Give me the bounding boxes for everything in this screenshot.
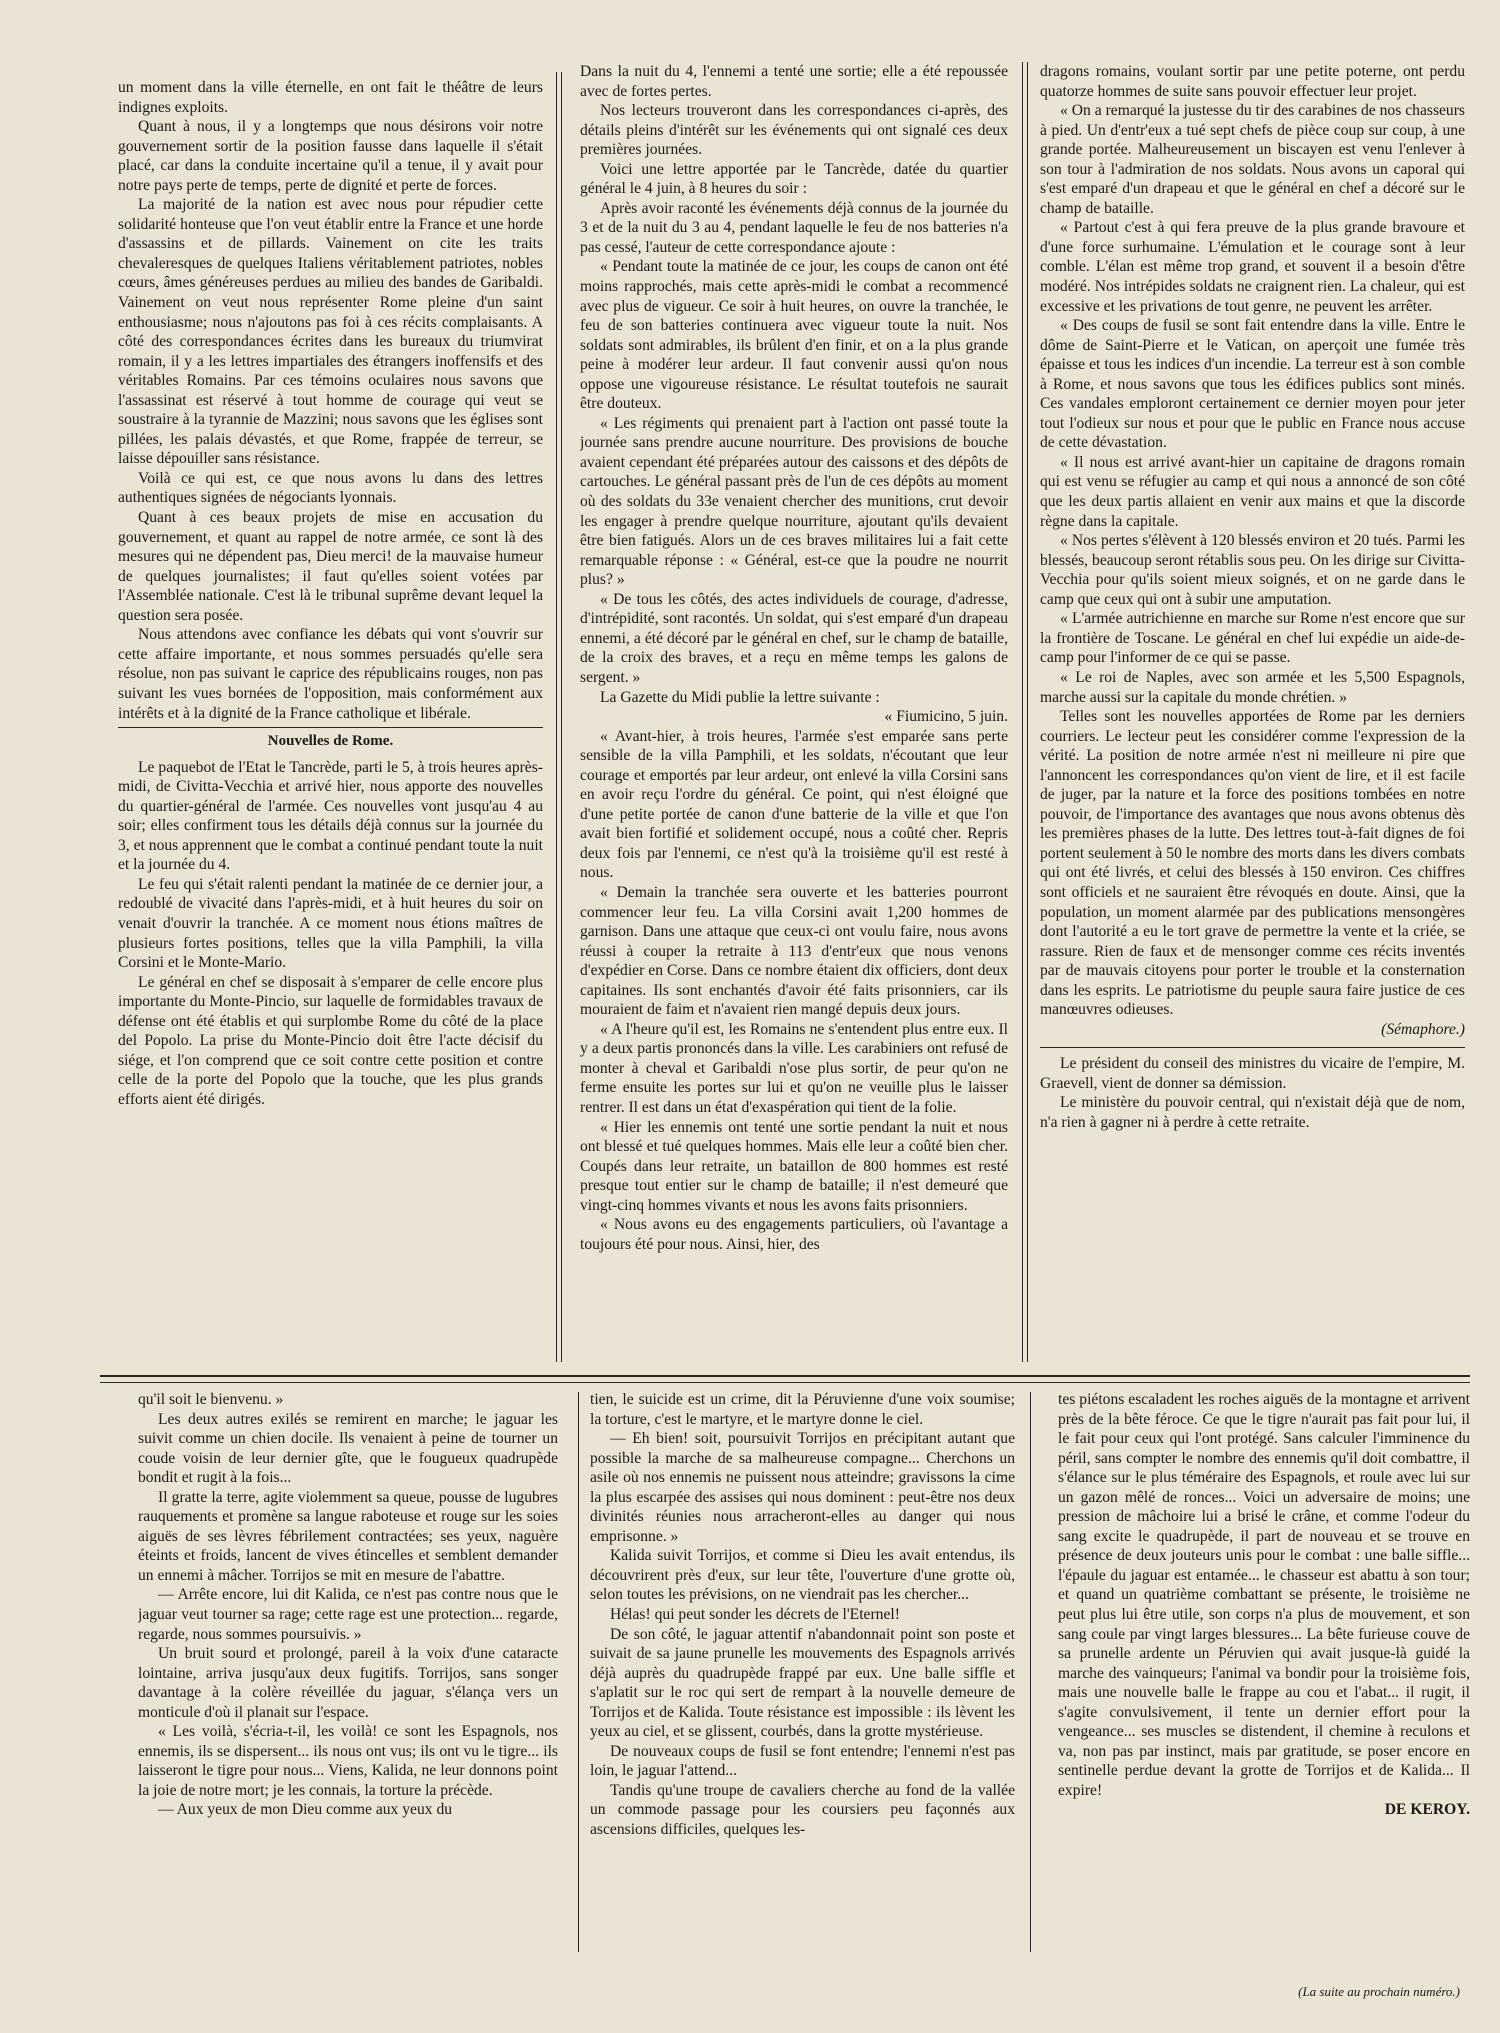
paragraph: « Avant-hier, à trois heures, l'armée s'est emparée sans perte sensible de la villa Pamphili, et les soldats, n'écoutant que leur courage et emportés par leur ardeur, ont enlevé la villa Corsini sans en avoir reçu l'ordre du général. Ce point, qui n'est éloigné que d'une petite portée de canon d'une batterie de la ville et que l'on avait bien fortifié et solidement occupé, nous a coûté cher. Repris deux fois par l'ennemi, ce n'est qu'à la troisième qu'il est resté à nous. xyxy=(580,727,1008,882)
top-col1-paragraphs-b xyxy=(118,758,543,1110)
paragraph: — Arrête encore, lui dit Kalida, ce n'est pas contre nous que le jaguar veut tourner sa rage; cette rage est une protection... regarde, regarde, nous sommes poursuivis. » xyxy=(138,1586,558,1643)
author-signature: DE KEROY. xyxy=(1384,1801,1470,1819)
paragraph: tien, le suicide est un crime, dit la Péruvienne d'une voix soumise; la torture, c'est le martyre, et le martyre donne le ciel. xyxy=(590,1391,1015,1428)
paragraph: Le général en chef se disposait à s'emparer de celle encore plus importante du Monte-Pincio, sur laquelle de formidables travaux de défense ont été établis et qui surplombe Rome du côté de la place del Popolo. La prise du Monte-Pincio doit être l'acte décisif du siége, et l'on comprend que ce soit contre cette position et contre celle de la porte del Popolo que la touche, que les plus grands efforts aient été dirigés. xyxy=(118,973,543,1108)
source-credit: (Sémaphore.) xyxy=(1381,1020,1465,1038)
column-divider xyxy=(1030,1392,1031,1952)
paragraph: qu'il soit le bienvenu. » xyxy=(138,1391,284,1408)
paragraph: Après avoir raconté les événements déjà connus de la journée du 3 et de la nuit du 3 au 4, pendant laquelle le feu de nos batteries n'a pas cessé, l'auteur de cette correspondance ajoute : xyxy=(580,199,1008,256)
paragraph: Le président du conseil des ministres du vicaire de l'empire, M. Graevell, vient de donner sa démission. xyxy=(1040,1055,1465,1092)
paragraph: Nous attendons avec confiance les débats qui vont s'ouvrir sur cette affaire importante, et nous sommes persuadés qu'elle sera résolue, non pas suivant le caprice des républicains rouges, non pas suivant les vues bornées de l'opposition, mais conformément aux intérêts et à la dignité de la France catholique et libérale. xyxy=(118,626,543,722)
paragraph: La majorité de la nation est avec nous pour répudier cette solidarité honteuse que l'on veut établir entre la France et une horde d'assassins et de pillards. Vainement on cite les traits chevaleresques de quelques Italiens véritablement patriotes, nobles cœurs, âmes généreuses perdues au milieu des bandes de Garibaldi. Vainement on veut nous représenter Rome pleine d'un saint enthousiasme; nous n'ajoutons pas foi à ces récits complaisants. A côté des correspondances écrites dans les bureaux du triumvirat romain, il y a les lettres impartiales des étrangers inoffensifs et des véritables Romains. Par ces témoins oculaires nous savons que l'assassinat est réservé à tout homme de courage qui veut se soustraire à la tyrannie de Mazzini; nous savons que les églises sont pillées, les palais dévastés, et que Rome, frappée de terreur, se laisse dépouiller sans résistance. xyxy=(118,196,543,468)
paragraph: « Nos pertes s'élèvent à 120 blessés environ et 20 tués. Parmi les blessés, beaucoup seront rétablis sous peu. On les dirige sur Civitta-Vecchia pour qu'ils soient mieux soignés, et on ne garde dans le camp que ceux qui ont à subir une amputation. xyxy=(1040,532,1465,608)
paragraph: Voilà ce qui est, ce que nous avons lu dans des lettres authentiques signées de négociants lyonnais. xyxy=(118,469,543,507)
paragraph: « Partout c'est à qui fera preuve de la plus grande bravoure et d'une force surhumaine. L'émulation et le courage sont à leur comble. L'élan est même trop grand, et souvent il a besoin d'être modéré. Nos intrépides soldats ne craignent rien. La chaleur, qui est excessive et les privations de tout genre, ne peuvent les arrêter. xyxy=(1040,219,1465,315)
paragraph: Tandis qu'une troupe de cavaliers cherche au fond de la vallée un commode passage pour les coursiers peu façonnés aux ascensions difficiles, quelques les- xyxy=(590,1781,1015,1839)
paragraph: « Demain la tranchée sera ouverte et les batteries pourront commencer leur feu. La villa Corsini avait 1,200 hommes de garnison. Dans une attaque que ceux-ci ont voulu faire, nous avons réussi à couper la retraite à 113 d'entr'eux que nous venons d'expédier en Corse. Dans ce nombre étaient dix officiers, dont deux capitaines. Ils sont enchantés d'avoir été faits prisonniers, car ils mouraient de faim et n'avaient rien mangé depuis deux jours. xyxy=(580,883,1008,1019)
paragraph: Les deux autres exilés se remirent en marche; le jaguar les suivit comme un chien docile. Ils venaient à peine de tourner un coude voisin de leur dernier gîte, que le fougueux quadrupède bondit et rugit à la fois... xyxy=(138,1410,558,1487)
paragraph: Quant à ces beaux projets de mise en accusation du gouvernement, et quant au rappel de notre armée, ce sont là des mesures qui ne dépendent pas, Dieu merci! de la mauvaise humeur de quelques journalistes; il faut qu'elles soient votées par l'Assemblée nationale. C'est là le tribunal suprême devant lequel la question sera posée. xyxy=(118,509,543,624)
paragraph: — Eh bien! soit, poursuivit Torrijos en précipitant autant que possible la marche de sa malheureuse compagne... Cherchons un asile où nos ennemis ne puissent nous atteindre; gravissons la cime la plus escarpée des assises qui nous dominent : peut-être nos deux divinités réunies nous arracheront-elles au danger qui nous emprisonne. » xyxy=(590,1430,1015,1545)
column-divider xyxy=(1022,62,1028,1362)
dateline: « Fiumicino, 5 juin. xyxy=(884,708,1008,726)
paragraph: « Pendant toute la matinée de ce jour, les coups de canon ont été moins rapprochés, mais cette après-midi le combat a recommencé avec plus de vigueur. Ce soir à huit heures, on ouvre la tranchée, le feu de son batteries continuera avec vigueur toute la nuit. Nos soldats sont admirables, ils brûlent d'en finir, et on a la plus grande peine à modérer leur ardeur. Il faut convenir aussi qu'on nous oppose une vigoureuse résistance. Le résultat toutefois ne saurait être douteux. xyxy=(580,258,1008,413)
paragraph: Le feu qui s'était ralenti pendant la matinée de ce dernier jour, a redoublé de vivacité dans l'après-midi, et à huit heures du soir on venait d'ouvrir la tranchée. A ce moment nous étions maîtres de plusieurs fortes positions, telles que la villa Pamphili, la villa Corsini et le Monte-Mario. xyxy=(118,875,543,972)
paragraph: « Les régiments qui prenaient part à l'action ont passé toute la journée sans prendre aucune nourriture. Des provisions de bouche avaient cependant été préparées autour des caissons et des dépôts de cartouches. Le général passant près de l'un de ces dépôts au moment où des soldats du 33e venaient chercher des munitions, crut devoir les engager à prendre quelque nourriture, ajoutant qu'ils devaient être bien fatigués. Alors un de ces braves militaires lui a fait cette remarquable réponse : « Général, est-ce que la poudre ne nourrit plus? » xyxy=(580,414,1008,589)
paragraph: tes piétons escaladent les roches aiguës de la montagne et arrivent près de la bête féroce. Ce que le tigre n'aurait pas fait pour lui, il le fait pour ceux qui l'ont protégé. Sans calculer l'imminence du péril, sans compter le nombre des ennemis qu'il doit combattre, il s'élance sur le plus téméraire des Espagnols, et roule avec lui sur un gazon mêlé de ronces... Voici un adversaire de moins; une pression de mâchoire lui a brisé le crâne, et comme l'odeur du sang excite le quadrupède, il part de nouveau et se trouve en présence de deux jouteurs unis pour le combat : une balle siffle... l'épaule du jaguar est entamée... le chasseur est abattu à son tour; et quand un quatrième combattant se présente, le troisième ne peut plus lui être utile, son corps n'a plus de mouvement, et son sang coule par vingt larges blessures... La bête furieuse couve de sa prunelle ardente un Péruvien qui avait jusque-là guidé la marche des vainqueurs; l'animal va bondir pour la troisième fois, mais une nouvelle balle le frappe au cou et l'abat... il rugit, il s'agite convulsivement, il tente un dernier effort pour la vengeance... ses muscles se distendent, il chemine à reculons et va, non pas par instinct, mais par gratitude, se poser encore en sentinelle perdue devant la grotte de Torrijos et de Kalida... Il expire! xyxy=(1058,1391,1470,1799)
paragraph: Nos lecteurs trouveront dans les correspondances ci-après, des détails pleins d'intérêt sur les événements qui ont signalé ces deux premières journées. xyxy=(580,102,1008,159)
paragraph: — Aux yeux de mon Dieu comme aux yeux du xyxy=(158,1801,453,1819)
top-column-1 xyxy=(118,78,543,1360)
paragraph: Hélas! qui peut sonder les décrets de l'Eternel! xyxy=(610,1606,900,1624)
paragraph: « L'armée autrichienne en marche sur Rome n'est encore que sur la frontière de Toscane. Le général en chef lui expédie un aide-de-camp pour l'informer de ce qui se passe. xyxy=(1040,610,1465,667)
paragraph: « Le roi de Naples, avec son armée et les 5,500 Espagnols, marche aussi sur la capitale du monde chrétien. » xyxy=(1040,668,1465,706)
bottom-column-3 xyxy=(1058,1390,1470,1950)
top-column-2 xyxy=(580,62,1008,1362)
bottom-column-1 xyxy=(138,1390,558,1950)
column-divider xyxy=(556,72,562,1362)
paragraph: Quant à nous, il y a longtemps que nous désirons voir notre gouvernement sortir de la position fausse dans laquelle il s'était placé, car dans la conduite incertaine qu'il a tenue, il y avait pour notre pays perte de temps, perte de dignité et perte de forces. xyxy=(118,118,543,194)
paragraph: « Des coups de fusil se sont fait entendre dans la ville. Entre le dôme de Saint-Pierre et le Vatican, on aperçoit une fumée très épaisse et tous les indices d'un incendie. La terreur est à son comble à Rome, et nous savons que tous les édifices publics sont minés. Ces vandales emploront certainement ce dernier moyen pour jeter tout l'odieux sur nous et pour que le public en France nous accuse de cette dévastation. xyxy=(1040,317,1465,452)
paragraph: Un bruit sourd et prolongé, pareil à la voix d'une cataracte lointaine, arriva jusqu'aux deux fugitifs. Torrijos, sans songer davantage à la colère réveillée du jaguar, s'élança vers un monticule d'où il planait sur l'espace. xyxy=(138,1645,558,1721)
paragraph: Telles sont les nouvelles apportées de Rome par les derniers courriers. Le lecteur peut les considérer comme l'expression de la vérité. La position de notre armée n'est ni meilleure ni pire que l'annoncent les correspondances qu'on vient de lire, et il est facile de juger, par la nature et la force des positions tombées en notre pouvoir, de l'importance des avantages que nous avons obtenus dès les premières phases de la lutte. Des lettres tout-à-fait dignes de foi portent seulement à 50 le nombre des morts dans les divers combats qui ont été livrés, et celui des blessés à 150 environ. Ces chiffres sont officiels et ne sauraient être révoqués en doute. Ainsi, que la population, un moment alarmée par des publications mensongères dont l'autorité a eu le tort grave de permettre la vente et la criée, se rassure. Rien de faux et de mensonger comme ces récits inventés par de mauvais citoyens pour porter le trouble et la consternation dans les esprits. Le patriotisme du peuple saura faire justice de ces manœuvres odieuses. xyxy=(1040,708,1465,1019)
paragraph: « Il nous est arrivé avant-hier un capitaine de dragons romain qui est venu se réfugier au camp et qui nous a annoncé de son côté que les deux partis allaient en venir aux mains et que la discorde règne dans la capitale. xyxy=(1040,453,1465,530)
paragraph: De son côté, le jaguar attentif n'abandonnait point son poste et suivait de sa jaune prunelle les mouvements des Espagnols arrivés déjà auprès du quadrupède frappé par eux. Une balle siffle et s'aplatit sur le roc qui sert de rempart à la nouvelle demeure de Torrijos et de Kalida. Toute résistance est impossible : ils lèvent les yeux au ciel, et se glissent, courbés, dans la grotte mystérieuse. xyxy=(590,1625,1015,1741)
paragraph: La Gazette du Midi publie la lettre suivante : xyxy=(600,688,880,706)
paragraph: « De tous les côtés, des actes individuels de courage, d'adresse, d'intrépidité, sont racontés. Un soldat, qui s'est emparé d'un drapeau ennemi, a été décoré par le général en chef, sur le champ de bataille, de la croix des braves, et a reçu en même temps les galons de sergent. » xyxy=(580,590,1008,686)
paragraph: Il gratte la terre, agite violemment sa queue, pousse de lugubres rauquements et promène sa langue raboteuse et rouge sur les soies aiguës de ses lèvres fébrilement contractées; ses yeux, naguère éteints et froids, lancent de vives étincelles et semblent demander un ennemi à mâcher. Torrijos se mit en mesure de l'abattre. xyxy=(138,1488,558,1584)
paragraph: Voici une lettre apportée par le Tancrède, datée du quartier général le 4 juin, à 8 heures du soir : xyxy=(580,160,1008,198)
paragraph: Dans la nuit du 4, l'ennemi a tenté une sortie; elle a été repoussée avec de fortes pertes. xyxy=(580,63,1008,100)
paragraph: Le paquebot de l'Etat le Tancrède, parti le 5, à trois heures après-midi, de Civitta-Vecchia et arrivé hier, nous apporte des nouvelles du quartier-général de l'armée. Ces nouvelles vont jusqu'au 4 au soir; elles confirment tous les détails déjà connus sur la journée du 3, et nous apprennent que le combat a continué pendant toute la nuit et la journée du 4. xyxy=(118,758,543,874)
paragraph: « A l'heure qu'il est, les Romains ne s'entendent plus entre eux. Il y a deux partis prononcés dans la ville. Les carabiniers ont refusé de monter à cheval et Garibaldi n'ose plus sortir, de peur qu'on ne ferme ensuite les portes sur lui et qu'on ne veuille plus le laisser rentrer. Il est dans un état d'exaspération qui tient de la folie. xyxy=(580,1020,1008,1116)
top-column-3 xyxy=(1040,62,1465,1362)
paragraph: « Hier les ennemis ont tenté une sortie pendant la nuit et nous ont blessé et tué quelques hommes. Mais elle leur a coûté bien cher. Coupés dans leur retraite, un bataillon de 800 hommes est resté presque tout entier sur le champ de bataille; il n'est demeuré que vingt-cinq hommes vivants et nous les avons faits prisonniers. xyxy=(580,1118,1008,1214)
paragraph: « On a remarqué la justesse du tir des carabines de nos chasseurs à pied. Un d'entr'eux a tué sept chefs de pièce coup sur coup, à une grande portée. Malheureusement un biscayen est venu l'enlever à son tour à l'admiration de nos soldats. Nous avons un caporal qui s'est emparé d'un drapeau et que le général en chef a décoré sur le champ de bataille. xyxy=(1040,102,1465,217)
paragraph: De nouveaux coups de fusil se font entendre; l'ennemi n'est pas loin, le jaguar l'attend... xyxy=(590,1742,1015,1780)
bottom-column-2 xyxy=(590,1390,1015,1950)
section-heading-nouvelles-de-rome: Nouvelles de Rome. xyxy=(118,727,543,752)
section-divider xyxy=(1040,1047,1465,1048)
paragraph: Le ministère du pouvoir central, qui n'existait déjà que de nom, n'a rien à gagner ni à perdre à cette retraite. xyxy=(1040,1094,1465,1131)
continuation-note: (La suite au prochain numéro.) xyxy=(1298,1984,1460,1999)
paragraph: « Nous avons eu des engagements particuliers, où l'avantage a toujours été pour nous. Ainsi, hier, des xyxy=(580,1216,1008,1253)
paragraph: Kalida suivit Torrijos, et comme si Dieu les avait entendus, ils découvrirent près d'eux, sur leur tête, l'ouverture d'une grotte où, selon toutes les prévisions, on ne viendrait pas les chercher... xyxy=(590,1547,1015,1604)
feuilleton-divider xyxy=(100,1375,1470,1383)
column-divider xyxy=(578,1392,579,1952)
paragraph: un moment dans la ville éternelle, en ont fait le théâtre de leurs indignes exploits. xyxy=(118,79,543,116)
paragraph: « Les voilà, s'écria-t-il, les voilà! ce sont les Espagnols, nos ennemis, ils se dispersent... ils nous ont vus; ils ont vu le tigre... ils laisseront le tigre pour nous... Viens, Kalida, ne leur donnons point la joie de notre mort; je les connais, la torture la précède. xyxy=(138,1723,558,1799)
top-col1-paragraphs-a xyxy=(118,78,543,723)
paragraph: dragons romains, voulant sortir par une petite poterne, ont perdu quatorze hommes de suite sans pouvoir effectuer leur projet. xyxy=(1040,63,1465,100)
